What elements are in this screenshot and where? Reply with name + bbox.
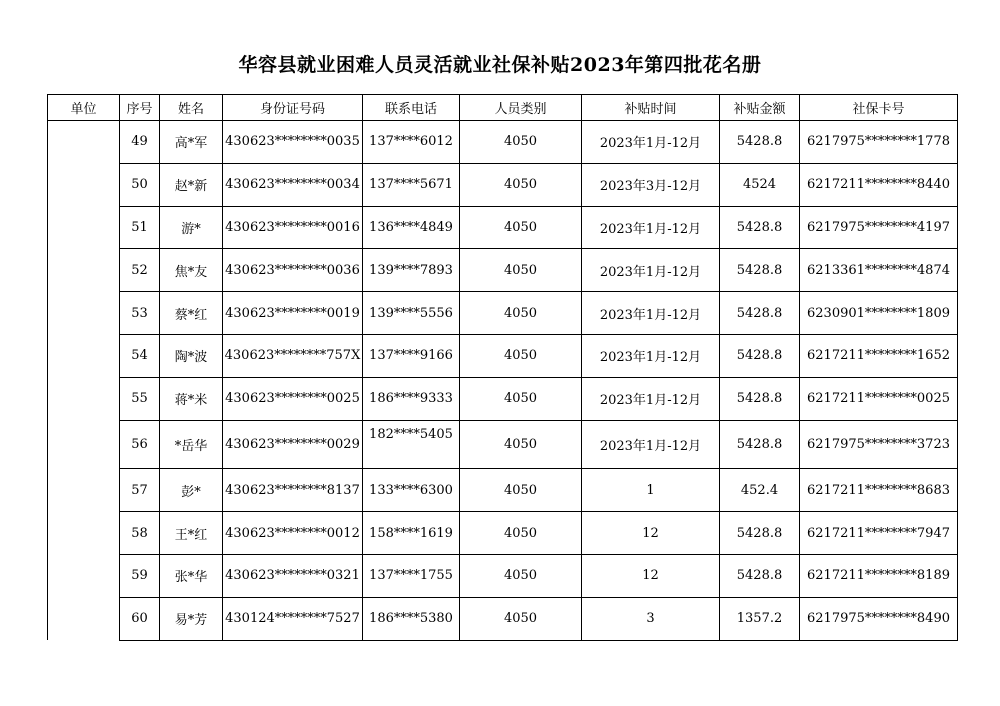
cell-amount: 452.4 <box>720 469 800 512</box>
cell-category: 4050 <box>460 554 582 597</box>
cell-seq: 52 <box>120 249 160 292</box>
header-category: 人员类别 <box>460 95 582 121</box>
cell-phone: 137****9166 <box>363 334 460 377</box>
cell-amount: 5428.8 <box>720 420 800 469</box>
cell-name: 张*华 <box>160 554 223 597</box>
cell-period: 2023年3月-12月 <box>582 163 720 206</box>
cell-period: 2023年1月-12月 <box>582 121 720 164</box>
table-row <box>48 554 958 597</box>
cell-amount: 5428.8 <box>720 249 800 292</box>
cell-card: 6217975********3723 <box>800 420 958 469</box>
cell-id-number: 430623********757X <box>223 334 363 377</box>
header-card-number: 社保卡号 <box>800 95 958 121</box>
cell-amount: 5428.8 <box>720 334 800 377</box>
table-row <box>48 206 958 249</box>
cell-category: 4050 <box>460 249 582 292</box>
cell-card: 6217211********1652 <box>800 334 958 377</box>
cell-category: 4050 <box>460 121 582 164</box>
cell-id-number: 430623********0029 <box>223 420 363 469</box>
table-row <box>48 163 958 206</box>
cell-id-number: 430623********0034 <box>223 163 363 206</box>
cell-card: 6230901********1809 <box>800 292 958 335</box>
cell-card: 6217211********8683 <box>800 469 958 512</box>
cell-period: 2023年1月-12月 <box>582 420 720 469</box>
cell-period: 2023年1月-12月 <box>582 377 720 420</box>
cell-period: 3 <box>582 597 720 640</box>
cell-period: 2023年1月-12月 <box>582 292 720 335</box>
unit-cell <box>48 121 120 641</box>
cell-category: 4050 <box>460 206 582 249</box>
cell-card: 6217211********7947 <box>800 512 958 555</box>
cell-category: 4050 <box>460 597 582 640</box>
cell-card: 6217975********4197 <box>800 206 958 249</box>
cell-seq: 58 <box>120 512 160 555</box>
cell-period: 1 <box>582 469 720 512</box>
cell-id-number: 430623********0321 <box>223 554 363 597</box>
cell-card: 6213361********4874 <box>800 249 958 292</box>
cell-category: 4050 <box>460 469 582 512</box>
cell-seq: 51 <box>120 206 160 249</box>
cell-phone: 137****5671 <box>363 163 460 206</box>
cell-card: 6217975********8490 <box>800 597 958 640</box>
cell-phone: 139****7893 <box>363 249 460 292</box>
cell-amount: 5428.8 <box>720 512 800 555</box>
cell-name: 高*军 <box>160 121 223 164</box>
header-phone: 联系电话 <box>363 95 460 121</box>
header-name: 姓名 <box>160 95 223 121</box>
table-row <box>48 377 958 420</box>
roster-table <box>47 94 958 641</box>
header-subsidy-period: 补贴时间 <box>582 95 720 121</box>
header-seq: 序号 <box>120 95 160 121</box>
cell-id-number: 430623********0019 <box>223 292 363 335</box>
cell-amount: 1357.2 <box>720 597 800 640</box>
cell-phone: 136****4849 <box>363 206 460 249</box>
cell-card: 6217211********8440 <box>800 163 958 206</box>
cell-phone: 133****6300 <box>363 469 460 512</box>
cell-seq: 53 <box>120 292 160 335</box>
cell-phone: 182****5405 <box>363 420 460 469</box>
cell-id-number: 430623********8137 <box>223 469 363 512</box>
cell-period: 12 <box>582 554 720 597</box>
cell-id-number: 430623********0025 <box>223 377 363 420</box>
cell-seq: 49 <box>120 121 160 164</box>
cell-phone: 158****1619 <box>363 512 460 555</box>
cell-seq: 54 <box>120 334 160 377</box>
cell-seq: 55 <box>120 377 160 420</box>
cell-seq: 59 <box>120 554 160 597</box>
cell-phone: 137****1755 <box>363 554 460 597</box>
cell-name: 蒋*米 <box>160 377 223 420</box>
header-id-number: 身份证号码 <box>223 95 363 121</box>
cell-period: 2023年1月-12月 <box>582 249 720 292</box>
cell-seq: 50 <box>120 163 160 206</box>
cell-amount: 5428.8 <box>720 121 800 164</box>
cell-id-number: 430623********0036 <box>223 249 363 292</box>
cell-amount: 5428.8 <box>720 292 800 335</box>
cell-seq: 60 <box>120 597 160 640</box>
cell-amount: 5428.8 <box>720 206 800 249</box>
cell-amount: 4524 <box>720 163 800 206</box>
cell-id-number: 430623********0012 <box>223 512 363 555</box>
cell-name: 易*芳 <box>160 597 223 640</box>
cell-category: 4050 <box>460 334 582 377</box>
cell-phone: 137****6012 <box>363 121 460 164</box>
cell-period: 2023年1月-12月 <box>582 206 720 249</box>
cell-name: 游* <box>160 206 223 249</box>
table-row <box>48 121 958 164</box>
cell-id-number: 430124********7527 <box>223 597 363 640</box>
cell-phone: 186****5380 <box>363 597 460 640</box>
table-row <box>48 249 958 292</box>
cell-category: 4050 <box>460 420 582 469</box>
cell-id-number: 430623********0016 <box>223 206 363 249</box>
cell-category: 4050 <box>460 512 582 555</box>
table-row <box>48 469 958 512</box>
table-row <box>48 420 958 469</box>
cell-card: 6217975********1778 <box>800 121 958 164</box>
cell-period: 12 <box>582 512 720 555</box>
cell-card: 6217211********0025 <box>800 377 958 420</box>
cell-category: 4050 <box>460 377 582 420</box>
cell-card: 6217211********8189 <box>800 554 958 597</box>
cell-name: 焦*友 <box>160 249 223 292</box>
cell-name: 陶*波 <box>160 334 223 377</box>
header-unit: 单位 <box>48 95 120 121</box>
cell-name: 赵*新 <box>160 163 223 206</box>
cell-amount: 5428.8 <box>720 377 800 420</box>
cell-phone: 139****5556 <box>363 292 460 335</box>
header-subsidy-amount: 补贴金额 <box>720 95 800 121</box>
table-row <box>48 292 958 335</box>
page-title: 华容县就业困难人员灵活就业社保补贴2023年第四批花名册 <box>238 54 762 76</box>
cell-category: 4050 <box>460 163 582 206</box>
header-row <box>48 95 958 121</box>
table-row <box>48 334 958 377</box>
cell-name: *岳华 <box>160 420 223 469</box>
table-row <box>48 512 958 555</box>
cell-id-number: 430623********0035 <box>223 121 363 164</box>
cell-name: 蔡*红 <box>160 292 223 335</box>
cell-phone: 186****9333 <box>363 377 460 420</box>
table-row <box>48 597 958 640</box>
cell-seq: 56 <box>120 420 160 469</box>
cell-name: 彭* <box>160 469 223 512</box>
cell-amount: 5428.8 <box>720 554 800 597</box>
cell-period: 2023年1月-12月 <box>582 334 720 377</box>
cell-seq: 57 <box>120 469 160 512</box>
cell-category: 4050 <box>460 292 582 335</box>
cell-name: 王*红 <box>160 512 223 555</box>
